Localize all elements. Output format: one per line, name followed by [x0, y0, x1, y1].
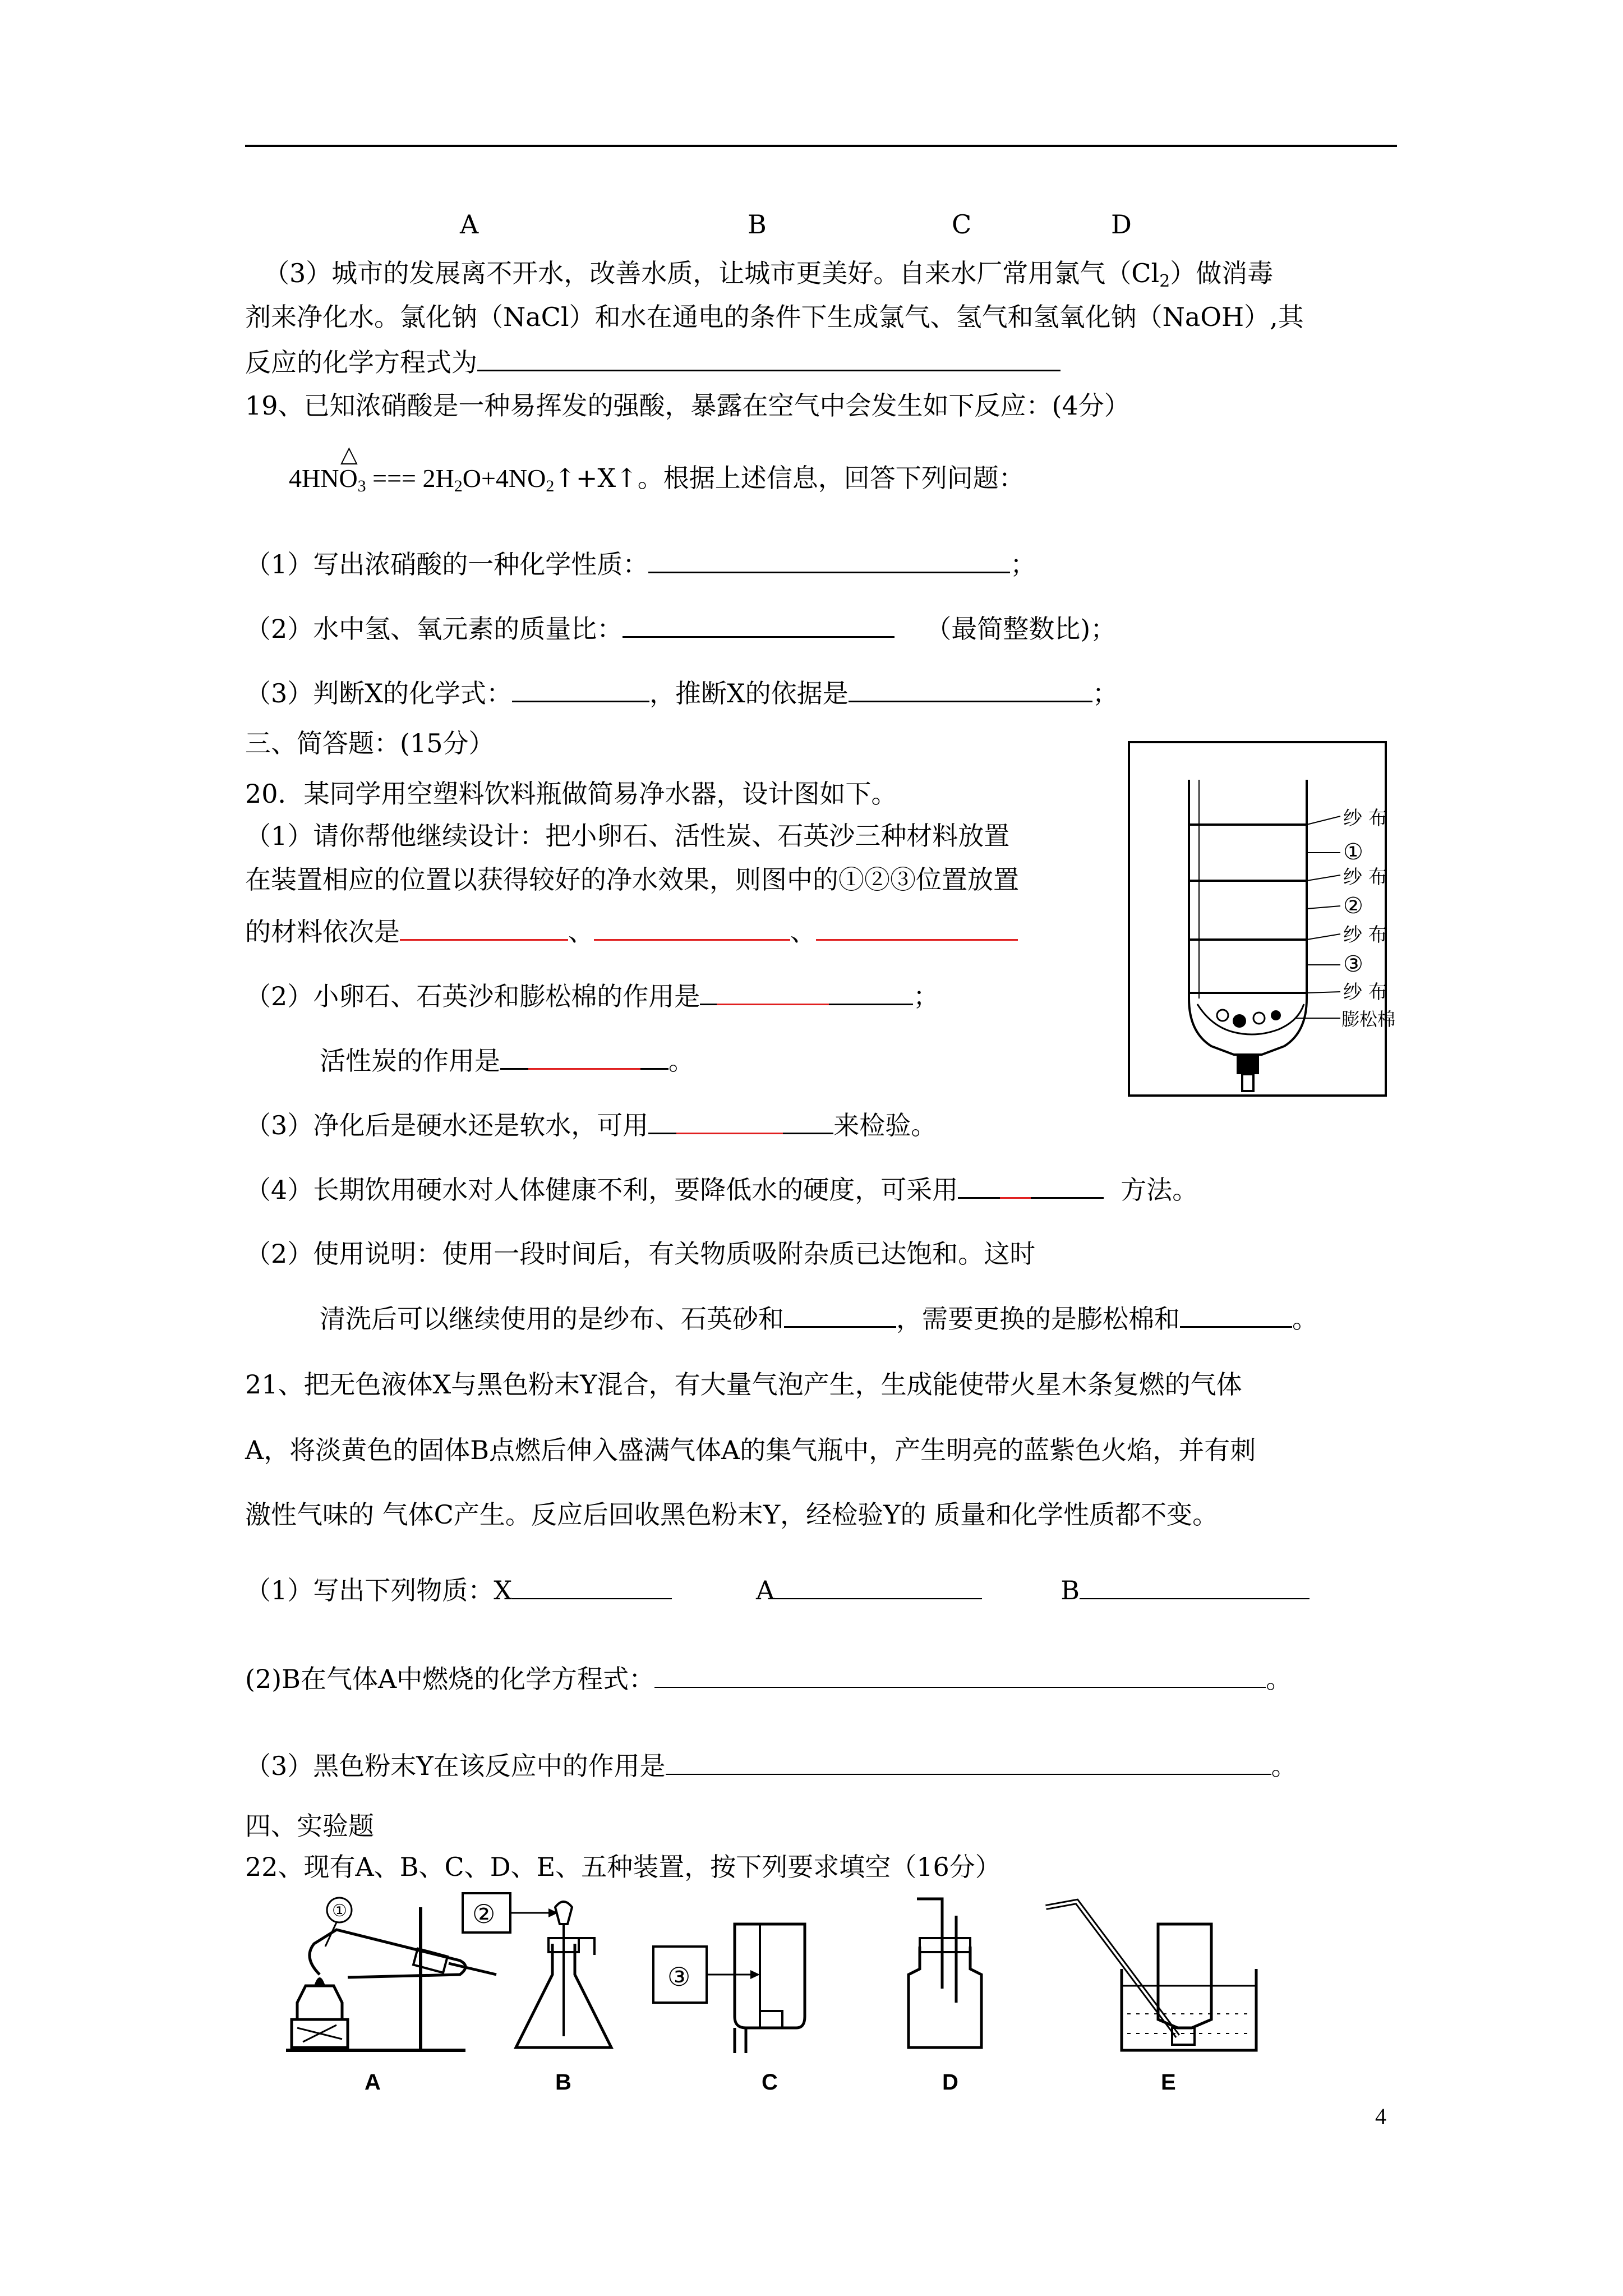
answer-blank[interactable]: [666, 1749, 1271, 1775]
q19-part2: （2）水中氢、氧元素的质量比： （最简整数比)；: [245, 611, 1116, 646]
q18-3-line2: 剂来净化水。氯化钠（NaCl）和水在通电的条件下生成氯气、氢气和氢氧化钠（NaOH）,其: [245, 302, 1304, 332]
answer-blank[interactable]: [648, 547, 1010, 573]
answer-blank[interactable]: [816, 914, 1018, 941]
q21-part1: （1）写出下列物质：X A B: [245, 1573, 1310, 1607]
mark-1: ①: [332, 1901, 347, 1921]
label-gauze-1: 纱 布: [1343, 807, 1387, 830]
label-gauze-3: 纱 布: [1343, 924, 1387, 946]
option-b: B: [748, 209, 767, 240]
q21-part2: (2)B在气体A中燃烧的化学方程式： 。: [245, 1662, 1292, 1696]
answer-blank[interactable]: [1180, 1301, 1292, 1328]
option-a: A: [460, 209, 479, 240]
q20-stem: 20．某同学用空塑料饮料瓶做简易净水器，设计图如下。: [245, 779, 897, 809]
q20-p1c: 的材料依次是 、 、: [245, 914, 1018, 949]
label-position-2: ②: [1343, 893, 1363, 919]
q20-p3: （3）净化后是硬水还是软水，可用 来检验。: [245, 1108, 937, 1142]
mark-3: ③: [667, 1962, 691, 1992]
answer-blank[interactable]: [594, 914, 790, 941]
label-gauze-4: 纱 布: [1343, 981, 1387, 1004]
answer-blank[interactable]: [500, 1043, 668, 1070]
q21-line2: A，将淡黄色的固体B点燃后伸入盛满气体A的集气瓶中，产生明亮的蓝紫色火焰，并有刺: [245, 1435, 1256, 1465]
answer-blank[interactable]: [1080, 1573, 1310, 1599]
option-d: D: [1111, 209, 1132, 240]
q19-equation: $4HNO_3$ === $2H_2O+4NO_2↑+X↑$。根据上述信息，回答下列问题：: [289, 463, 1025, 495]
answer-blank[interactable]: [700, 979, 913, 1005]
answer-blank[interactable]: [654, 1662, 1266, 1688]
q22-stem: 22、现有A、B、C、D、E、五种装置，按下列要求填空（16分）: [245, 1852, 1001, 1882]
apparatus-b: [463, 1893, 611, 2095]
header-rule: [245, 145, 1397, 147]
section-4-heading: 四、实验题: [245, 1811, 374, 1841]
water-purifier-figure: [1127, 740, 1396, 1099]
q20-p2b: 活性炭的作用是 。: [320, 1043, 694, 1078]
label-a: A: [365, 2070, 381, 2095]
q18-3-line1: （3）城市的发展离不开水，改善水质，让城市更美好。自来水厂常用氯气$(Cl_2)$做消毒: [264, 258, 1274, 291]
q18-3-line3: 反应的化学方程式为: [245, 345, 1061, 379]
answer-blank[interactable]: [477, 345, 1061, 371]
option-c: C: [952, 209, 972, 240]
q20-p1a: （1）请你帮他继续设计：把小卵石、活性炭、石英沙三种材料放置: [245, 821, 1010, 851]
label-d: D: [942, 2070, 958, 2095]
answer-blank[interactable]: [400, 914, 568, 941]
q21-part3: （3）黑色粉末Y在该反应中的作用是 。: [245, 1749, 1297, 1783]
q19-stem: 19、已知浓硝酸是一种易挥发的强酸，暴露在空气中会发生如下反应：(4分）: [245, 390, 1130, 421]
answer-blank[interactable]: [512, 676, 649, 702]
answer-blank[interactable]: [623, 611, 895, 638]
q21-line1: 21、把无色液体X与黑色粉末Y混合，有大量气泡产生，生成能使带火星木条复燃的气体: [245, 1369, 1242, 1400]
apparatus-a: [286, 1898, 496, 2095]
heat-triangle: △: [340, 441, 358, 467]
apparatus-c: [653, 1924, 805, 2095]
mark-2: ②: [472, 1899, 496, 1929]
q21-line3: 激性气味的 气体C产生。反应后回收黑色粉末Y，经检验Y的 质量和化学性质都不变。: [245, 1499, 1219, 1530]
label-cotton: 膨松棉: [1341, 1009, 1396, 1030]
section-3-heading: 三、简答题：(15分）: [245, 728, 495, 758]
answer-blank[interactable]: [849, 676, 1092, 702]
apparatus-e: [1046, 1902, 1256, 2095]
apparatus-d: [909, 1899, 981, 2095]
answer-blank[interactable]: [648, 1108, 833, 1134]
answer-blank[interactable]: [958, 1172, 1104, 1199]
page-number: 4: [1375, 2104, 1386, 2129]
label-e: E: [1161, 2070, 1176, 2095]
label-gauze-2: 纱 布: [1343, 866, 1387, 889]
q20-p2: （2）小卵石、石英沙和膨松棉的作用是 ；: [245, 979, 939, 1013]
label-b: B: [555, 2070, 571, 2095]
label-position-1: ①: [1343, 839, 1363, 865]
label-position-3: ③: [1343, 951, 1363, 977]
label-c: C: [762, 2070, 778, 2095]
answer-blank[interactable]: [774, 1573, 982, 1599]
answer-blank[interactable]: [512, 1573, 672, 1599]
q20-p1b: 在装置相应的位置以获得较好的净水效果，则图中的①②③位置放置: [245, 864, 1019, 895]
q19-part3: （3）判断X的化学式： ，推断X的依据是 ；: [245, 676, 1118, 710]
q19-part1: （1）写出浓硝酸的一种化学性质： ；: [245, 547, 1036, 581]
answer-blank[interactable]: [784, 1301, 896, 1328]
q20-p4: （4）长期饮用硬水对人体健康不利，要降低水的硬度，可采用 方法。: [245, 1172, 1198, 1207]
apparatus-figure: [280, 1890, 1492, 2098]
q20-p5: （2）使用说明：使用一段时间后，有关物质吸附杂质已达饱和。这时: [245, 1239, 1036, 1269]
q20-p5b: 清洗后可以继续使用的是纱布、石英砂和 ，需要更换的是膨松棉和 。: [320, 1301, 1318, 1336]
